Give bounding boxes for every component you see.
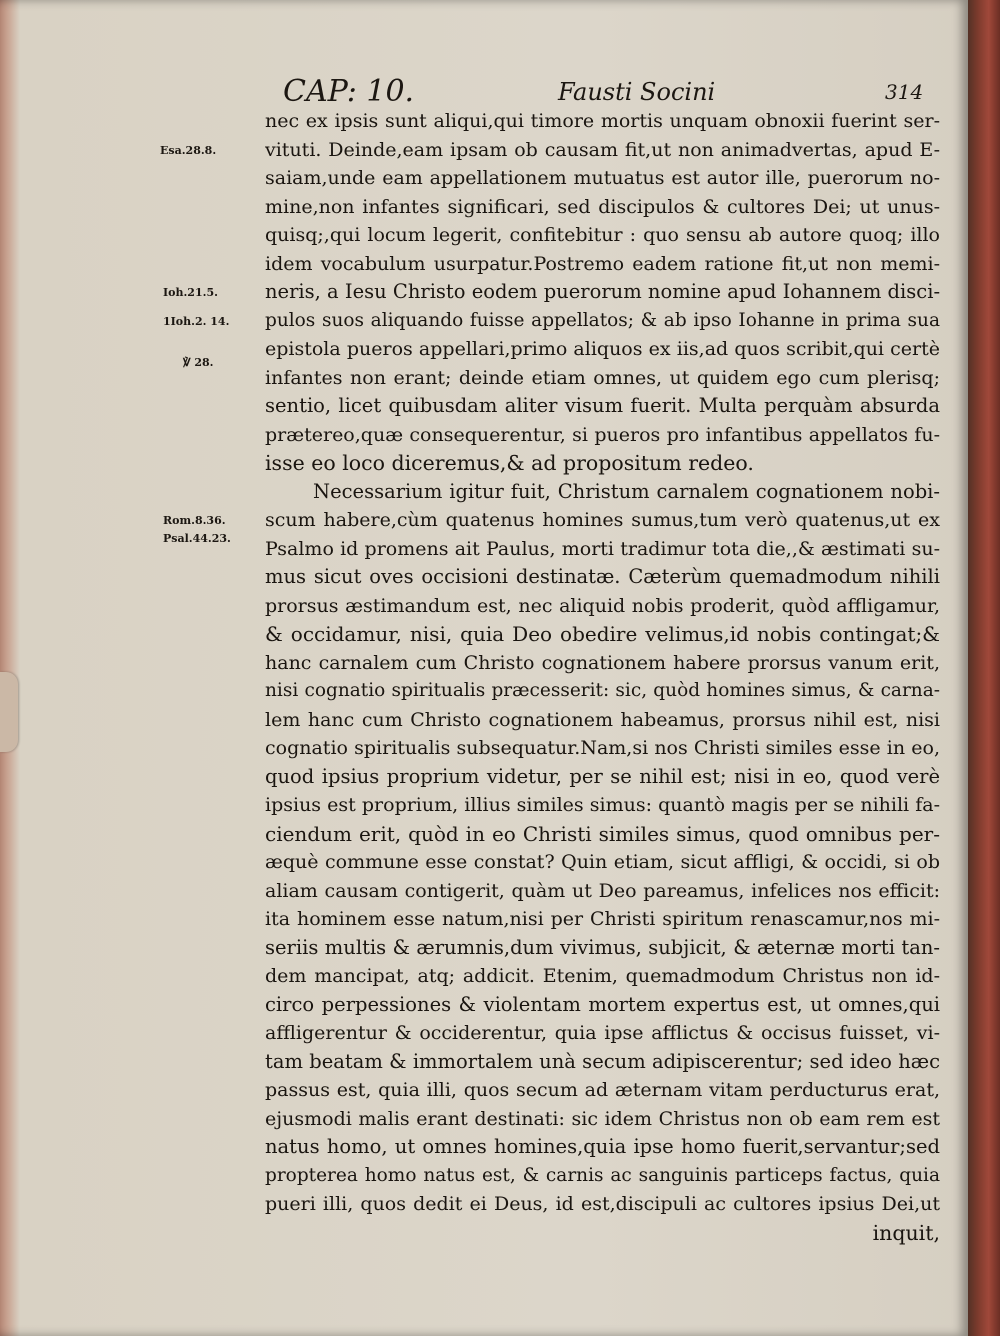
text-line: ipsius est proprium, illius similes simus: quantò magis per se nihili fa-	[265, 794, 940, 816]
text-line: passus est, quia illi, quos secum ad æternam vitam perducturus erat,	[265, 1079, 940, 1101]
text-line: ejusmodi malis erant destinati: sic idem Christus non ob eam rem est	[265, 1107, 940, 1130]
text-line: affligerentur & occiderentur, quia ipse afflictus & occisus fuisset, vi-	[265, 1022, 940, 1044]
text-line: quisq;,qui locum legerit, confitebitur : quo sensu ab autore quoq; illo	[265, 224, 940, 246]
text-line: vituti. Deinde,eam ipsam ob causam fit,ut non animadvertas, apud E-	[265, 138, 940, 161]
text-line: seriis multis & ærumnis,dum vivimus, subjicit, & æternæ morti tan-	[265, 935, 940, 959]
text-line: Psalmo id promens ait Paulus, morti tradimur tota die,,& æstimati su-	[265, 537, 940, 560]
text-line: nisi cognatio spiritualis præcesserit: sic, quòd homines simus, & carna-	[265, 680, 940, 701]
text-line: tam beatam & immortalem unà secum adipiscerentur; sed ideo hæc	[265, 1049, 940, 1073]
page-number: 314	[885, 80, 924, 104]
text-line: pueri illi, quos dedit ei Deus, id est,discipuli ac cultores ipsius Dei,ut	[265, 1193, 940, 1215]
text-line: ciendum erit, quòd in eo Christi similes simus, quod omnibus per-	[265, 821, 940, 846]
text-line: natus homo, ut omnes homines,quia ipse homo fuerit,servantur;sed	[265, 1135, 940, 1158]
text-line: lem hanc cum Christo cognationem habeamus, prorsus nihil est, nisi	[265, 708, 940, 731]
margin-note: Esa.28.8.	[160, 144, 217, 157]
text-line: nec ex ipsis sunt aliqui,qui timore mortis unquam obnoxii fuerint ser-	[265, 110, 940, 132]
text-line: æquè commune esse constat? Quin etiam, sicut affligi, & occidi, si ob	[265, 851, 940, 873]
margin-note: ℣ 28.	[183, 356, 214, 369]
body-text	[265, 107, 940, 1247]
text-line: prorsus æstimandum est, nec aliquid nobis proderit, quòd affligamur,	[265, 594, 940, 617]
text-line: aliam causam contigerit, quàm ut Deo pareamus, infelices nos efficit:	[265, 879, 940, 902]
text-line: prætereo,quæ consequerentur, si pueros pro infantibus appellatos fu-	[265, 423, 940, 446]
chapter-heading: CAP: 10.	[283, 74, 415, 109]
page-tab	[0, 672, 18, 752]
text-line: infantes non erant; deinde etiam omnes, ut quidem ego cum plerisq;	[265, 366, 940, 389]
text-line: & occidamur, nisi, quia Deo obedire velimus,id nobis contingat;&	[265, 622, 940, 646]
text-line: scum habere,cùm quatenus homines sumus,tum verò quatenus,ut ex	[265, 509, 940, 531]
margin-note: Rom.8.36.	[163, 514, 226, 527]
text-line: sentio, licet quibusdam aliter visum fuerit. Multa perquàm absurda	[265, 394, 940, 417]
text-line: quod ipsius proprium videtur, per se nihil est; nisi in eo, quod verè	[265, 764, 940, 788]
text-line: Necessarium igitur fuit, Christum carnalem cognationem nobi-	[313, 479, 940, 503]
text-line: circo perpessiones & violentam mortem expertus est, ut omnes,qui	[265, 992, 940, 1016]
margin-note: Ioh.21.5.	[163, 286, 218, 299]
text-line: neris, a Iesu Christo eodem puerorum nomine apud Iohannem disci-	[265, 280, 940, 303]
text-line: propterea homo natus est, & carnis ac sanguinis particeps factus, quia	[265, 1164, 940, 1186]
text-line: mine,non infantes significari, sed discipulos & cultores Dei; ut unus-	[265, 195, 940, 218]
author-heading: Fausti Socini	[558, 78, 716, 106]
catchword: inquit,	[872, 1220, 940, 1245]
text-line: ita hominem esse natum,nisi per Christi spiritum renascamur,nos mi-	[265, 908, 940, 930]
text-line: idem vocabulum usurpatur.Postremo eadem ratione fit,ut non memi-	[265, 252, 940, 275]
text-line: isse eo loco diceremus,& ad propositum redeo.	[265, 451, 754, 475]
margin-note: Psal.44.23.	[163, 532, 231, 545]
margin-note: 1Ioh.2. 14.	[163, 315, 230, 328]
text-line: pulos suos aliquando fuisse appellatos; & ab ipso Iohanne in prima sua	[265, 309, 940, 331]
text-line: dem mancipat, atq; addicit. Etenim, quemadmodum Christus non id-	[265, 965, 940, 987]
text-line: saiam,unde eam appellationem mutuatus est autor ille, puerorum no-	[265, 167, 940, 189]
text-line: mus sicut oves occisioni destinatæ. Cæterùm quemadmodum nihili	[265, 565, 940, 588]
text-line: epistola pueros appellari,primo aliquos ex iis,ad quos scribit,qui certè	[265, 338, 940, 360]
text-line: cognatio spiritualis subsequatur.Nam,si nos Christi similes esse in eo,	[265, 737, 940, 759]
text-line: hanc carnalem cum Christo cognationem habere prorsus vanum erit,	[265, 651, 940, 674]
